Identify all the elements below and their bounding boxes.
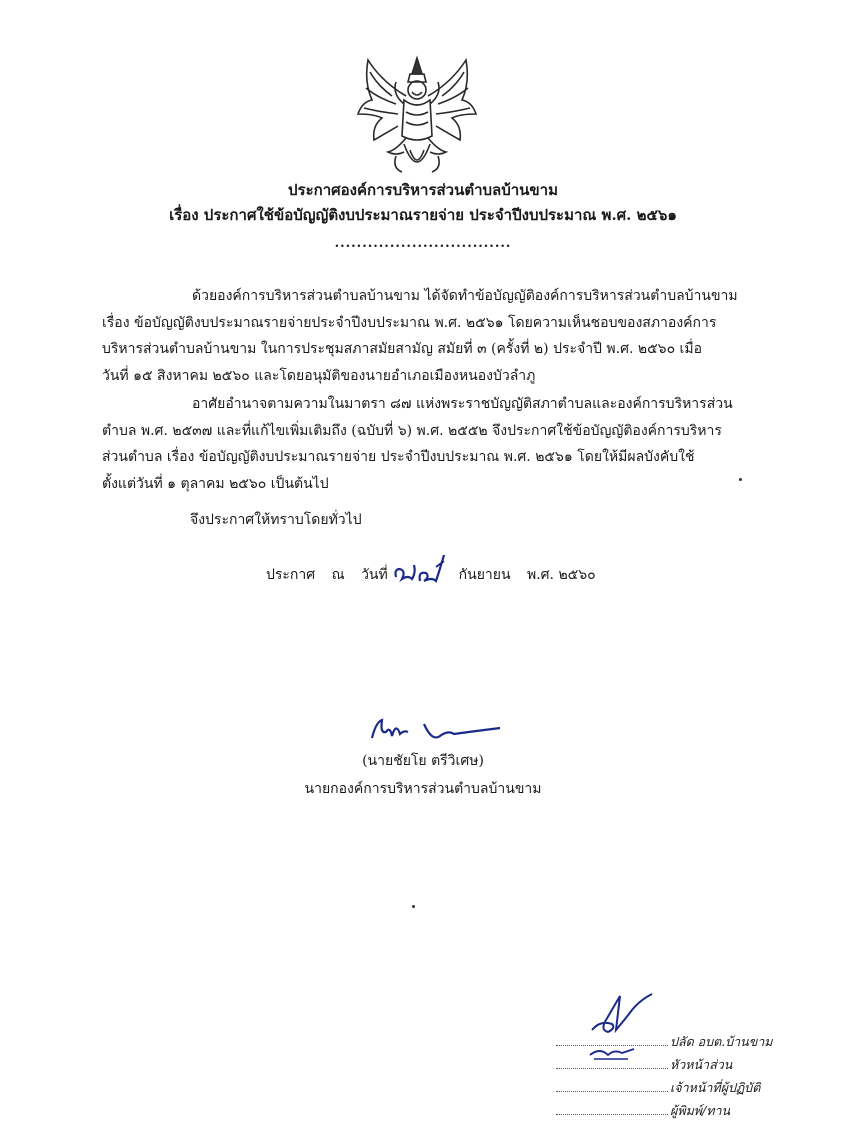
paragraph-line: ส่วนตำบล เรื่อง ข้อบัญญัติงบประมาณรายจ่าย ประจำปีงบประมาณ พ.ศ. ๒๕๖๑ โดยให้มีผลบังคับใช้ bbox=[102, 449, 695, 465]
paragraph-line: ตำบล พ.ศ. ๒๕๓๗ และที่แก้ไขเพิ่มเติมถึง (ฉบับที่ ๖) พ.ศ. ๒๕๕๒ จึงประกาศใช้ข้อบัญญัติองค์การบริหาร bbox=[102, 422, 722, 439]
approval-label: หัวหน้าส่วน bbox=[670, 1057, 733, 1072]
body-paragraph-1 bbox=[102, 283, 750, 389]
paragraph-line: เรื่อง ข้อบัญญัติงบประมาณรายจ่ายประจำปีงบประมาณ พ.ศ. ๒๕๖๑ โดยความเห็นชอบของสภาองค์การ bbox=[102, 314, 717, 331]
garuda-emblem-icon bbox=[352, 52, 482, 180]
approval-row bbox=[556, 1076, 773, 1099]
document-title: ประกาศองค์การบริหารส่วนตำบลบ้านขาม bbox=[287, 181, 558, 199]
signatory-position: นายกองค์การบริหารส่วนตำบลบ้านขาม bbox=[304, 781, 542, 797]
separator-dots: ................................ bbox=[334, 236, 512, 251]
approval-label: ผู้พิมพ์/ทาน bbox=[670, 1103, 731, 1118]
approval-marks bbox=[556, 1030, 773, 1122]
closing-statement: จึงประกาศให้ทราบโดยทั่วไป bbox=[190, 512, 362, 528]
approval-row bbox=[556, 1099, 773, 1122]
paragraph-line: วันที่ ๑๕ สิงหาคม ๒๕๖๐ และโดยอนุมัติของนายอำเภอเมืองหนองบัวลำภู bbox=[102, 367, 536, 384]
approval-row bbox=[556, 1030, 773, 1053]
announce-day-label: วันที่ bbox=[361, 567, 388, 583]
announcement-date-line bbox=[266, 564, 596, 586]
approval-label: ปลัด อบต.บ้านขาม bbox=[670, 1034, 773, 1049]
document-subject: เรื่อง ประกาศใช้ข้อบัญญัติงบประมาณรายจ่าย ประจำปีงบประมาณ พ.ศ. ๒๕๖๑ bbox=[169, 206, 677, 224]
ink-speck bbox=[412, 905, 415, 908]
announce-year: พ.ศ. ๒๕๖๐ bbox=[526, 567, 596, 583]
announce-prefix: ประกาศ bbox=[266, 567, 316, 583]
paragraph-line: ตั้งแต่วันที่ ๑ ตุลาคม ๒๕๖๐ เป็นต้นไป bbox=[102, 475, 329, 492]
ink-speck bbox=[739, 478, 742, 481]
paragraph-line: บริหารส่วนตำบลบ้านขาม ในการประชุมสภาสมัยสามัญ สมัยที่ ๓ (ครั้งที่ ๒) ประจำปี พ.ศ. ๒๕๖๐ เมื่อ bbox=[102, 341, 702, 357]
signature-icon bbox=[368, 712, 508, 748]
approval-row bbox=[556, 1053, 773, 1076]
announce-at: ณ bbox=[331, 567, 345, 583]
announce-month: กันยายน bbox=[458, 567, 511, 583]
body-paragraph-2 bbox=[102, 391, 750, 497]
paragraph-line: อาศัยอำนาจตามความในมาตรา ๘๗ แห่งพระราชบัญญัติสภาตำบลและองค์การบริหารส่วน bbox=[192, 396, 733, 412]
approval-label: เจ้าหน้าที่ผู้ปฏิบัติ bbox=[670, 1080, 761, 1095]
paragraph-line: ด้วยองค์การบริหารส่วนตำบลบ้านขาม ได้จัดทำข้อบัญญัติองค์การบริหารส่วนตำบลบ้านขาม bbox=[192, 288, 738, 304]
signatory-name: (นายชัยโย ตรีวิเศษ) bbox=[362, 753, 484, 769]
